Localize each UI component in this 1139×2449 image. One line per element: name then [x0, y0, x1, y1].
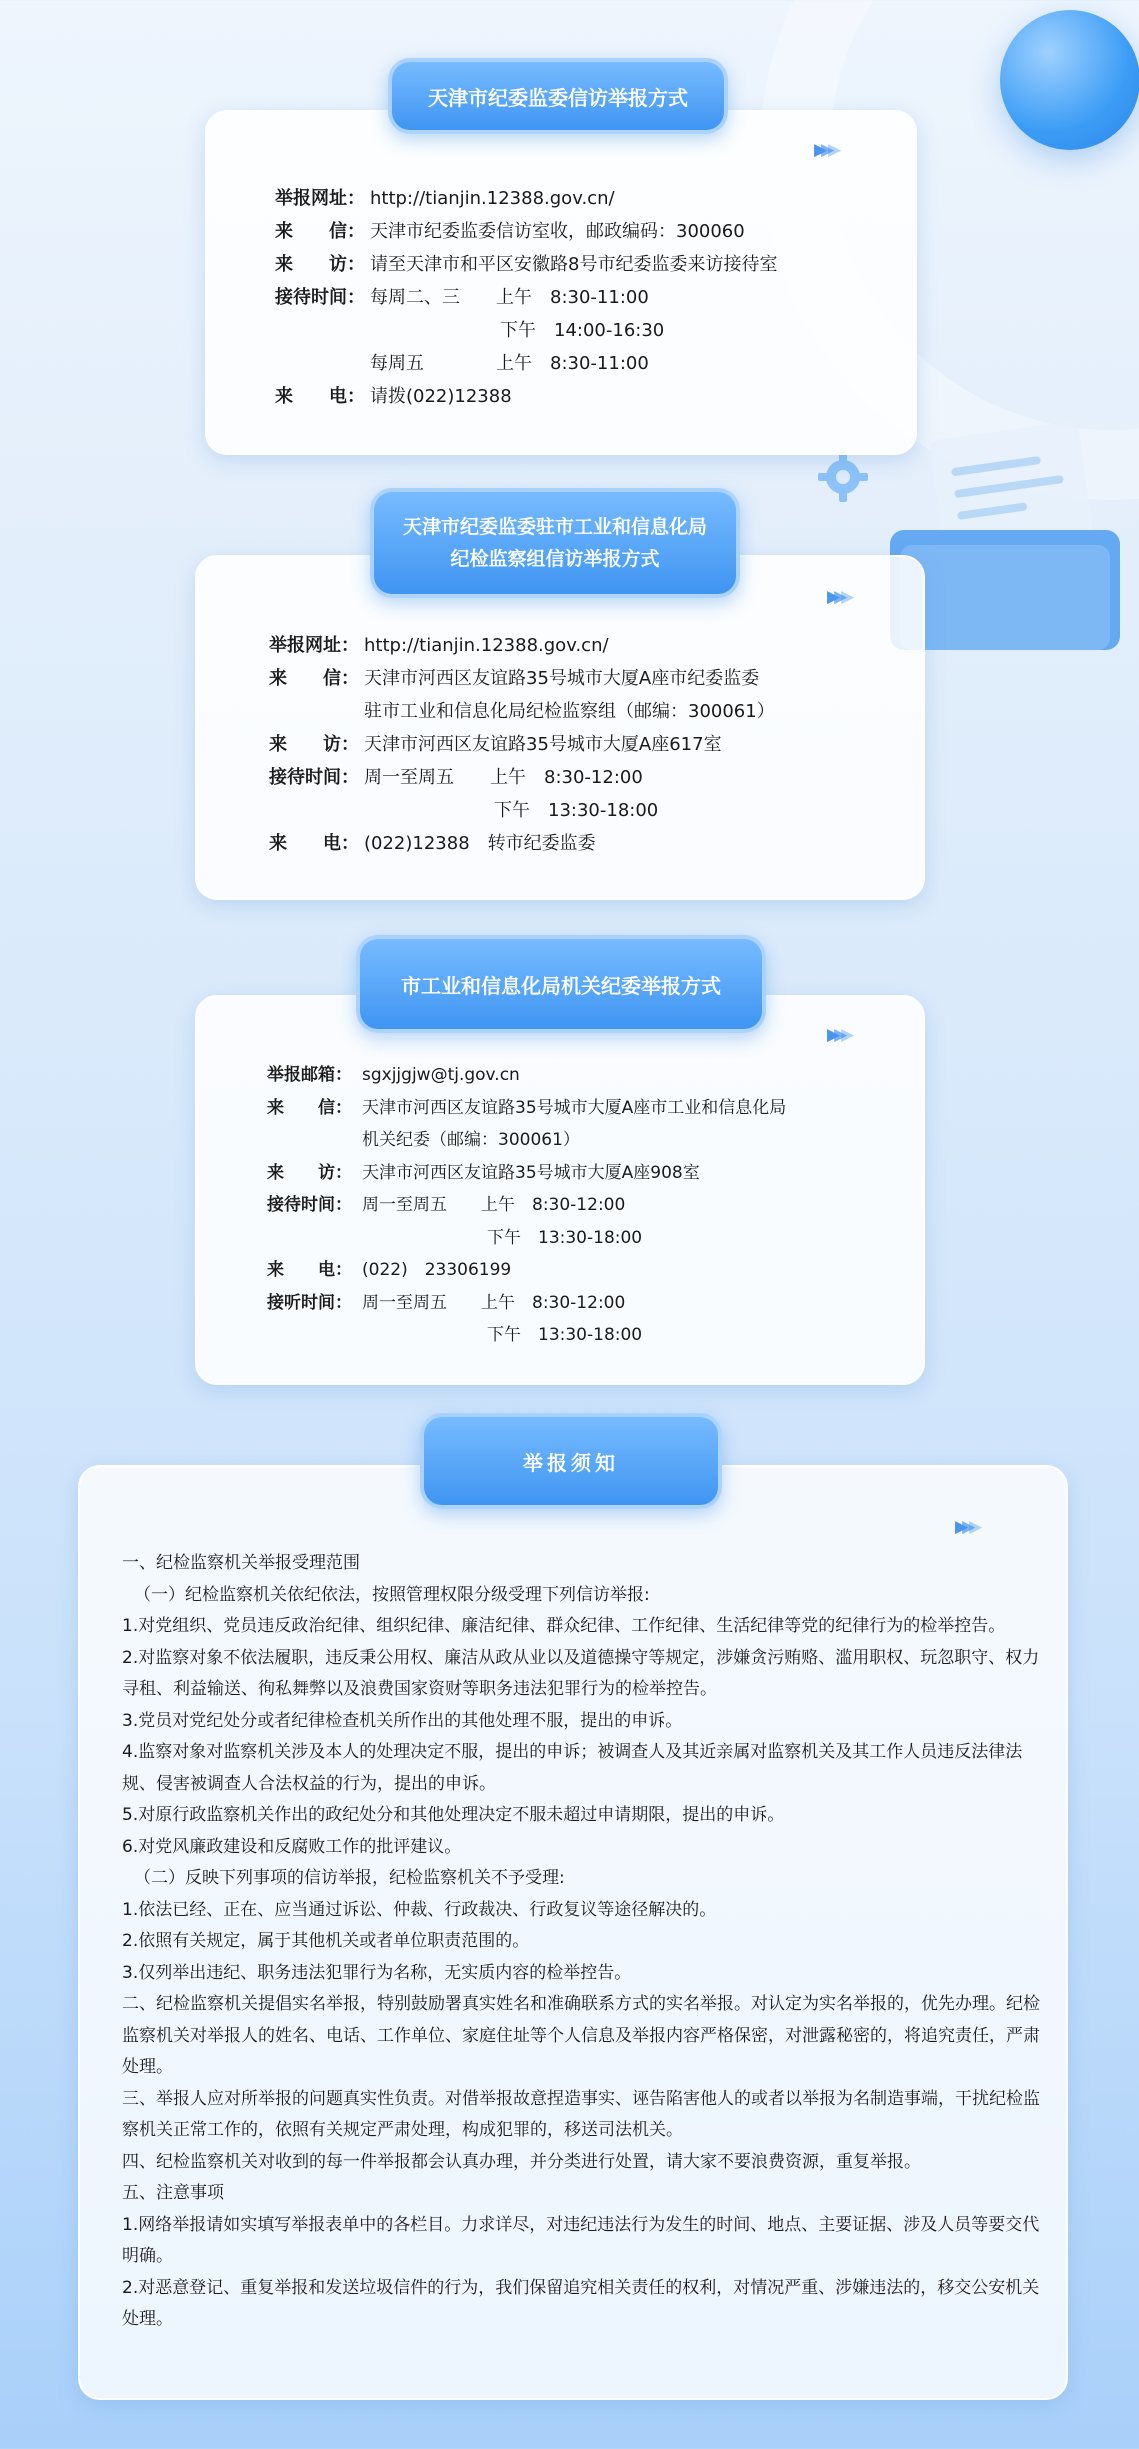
row-label — [267, 1222, 362, 1255]
info-row — [269, 728, 775, 761]
info-row — [275, 182, 777, 215]
gear-icon — [816, 450, 870, 504]
row-label — [269, 695, 364, 728]
info-row — [269, 761, 775, 794]
notice-paragraph: 五、注意事项 — [122, 2183, 224, 2203]
row-label: 来 信： — [267, 1097, 352, 1118]
row-label — [275, 314, 370, 347]
row-value: 下午 14:00-16:30 — [500, 320, 665, 341]
notice-title-text: 举报须知 — [523, 1450, 619, 1475]
notice-paragraph: 2.依照有关规定，属于其他机关或者单位职责范围的。 — [122, 1931, 530, 1951]
info-row — [267, 1059, 786, 1092]
row-value: http://tianjin.12388.gov.cn/ — [370, 188, 615, 209]
arrows-icon: ▶▶▶ — [955, 1517, 977, 1537]
arrows-icon: ▶▶▶ — [814, 140, 836, 160]
notice-paragraph: 6.对党风廉政建设和反腐败工作的批评建议。 — [122, 1836, 462, 1857]
row-label: 举报邮箱： — [267, 1065, 352, 1085]
notice-paragraph: 3.仅列举出违纪、职务违法犯罪行为名称，无实质内容的检举控告。 — [122, 1962, 632, 1983]
row-value: sgxjjgjw@tj.gov.cn — [362, 1065, 520, 1085]
info-row — [269, 827, 775, 860]
row-value: 天津市河西区友谊路35号城市大厦A座617室 — [364, 734, 722, 755]
info-row — [275, 380, 777, 413]
notice-paragraph: 1.对党组织、党员违反政治纪律、组织纪律、廉洁纪律、群众纪律、工作纪律、生活纪律等党的纪律行为的检举控告。 — [122, 1616, 1006, 1636]
notice-paragraph: 三、举报人应对所举报的问题真实性负责。对借举报故意捏造事实、诬告陷害他人的或者以举报为名制造事端，干扰纪检监察机关正常工作的，依照有关规定严肃处理，构成犯罪的，移送司法机关。 — [122, 2088, 1040, 2140]
row-value: 机关纪委（邮编：300061） — [362, 1130, 580, 1150]
notice-paragraph: 1.依法已经、正在、应当通过诉讼、仲裁、行政裁决、行政复议等途径解决的。 — [122, 1899, 717, 1920]
row-value: 驻市工业和信息化局纪检监察组（邮编：300061） — [364, 701, 775, 722]
section3-title — [356, 935, 766, 1033]
section1-info — [275, 182, 777, 413]
row-value: 天津市河西区友谊路35号城市大厦A座908室 — [362, 1162, 700, 1183]
row-value: 天津市河西区友谊路35号城市大厦A座市纪委监委 — [364, 668, 760, 689]
row-value: 下午 13:30-18:00 — [487, 1325, 643, 1345]
notice-paragraph: 3.党员对党纪处分或者纪律检查机关所作出的其他处理不服，提出的申诉。 — [122, 1710, 683, 1731]
row-label — [267, 1124, 362, 1157]
row-label: 来 电： — [267, 1260, 352, 1280]
row-value: 请至天津市和平区安徽路8号市纪委监委来访接待室 — [370, 254, 778, 275]
section3-title-text: 市工业和信息化局机关纪委举报方式 — [401, 973, 721, 998]
info-row — [267, 1092, 786, 1125]
info-row — [275, 248, 777, 281]
info-row — [267, 1222, 786, 1255]
info-row — [275, 215, 777, 248]
row-value: 每周二、三 上午 8:30-11:00 — [370, 287, 649, 308]
row-label: 来 电： — [269, 833, 359, 854]
arrows-icon: ▶▶▶ — [827, 587, 849, 607]
notice-paragraph: 1.网络举报请如实填写举报表单中的各栏目。力求详尽，对违纪违法行为发生的时间、地点、主要证据、涉及人员等要交代明确。 — [122, 2214, 1040, 2266]
section2-title — [370, 488, 740, 598]
row-label — [269, 794, 364, 827]
info-row — [269, 662, 775, 695]
row-value: 每周五 上午 8:30-11:00 — [370, 353, 649, 374]
row-value: 周一至周五 上午 8:30-12:00 — [362, 1292, 626, 1313]
info-row — [267, 1124, 786, 1157]
section1-title — [388, 58, 728, 134]
notice-body — [122, 1548, 1052, 2336]
info-row — [269, 629, 775, 662]
info-row — [267, 1254, 786, 1287]
row-value: 下午 13:30-18:00 — [487, 1227, 643, 1248]
section2-info — [269, 629, 775, 860]
row-label: 来 信： — [269, 668, 359, 689]
notice-paragraph: （二）反映下列事项的信访举报，纪检监察机关不予受理: — [134, 1868, 565, 1888]
row-value: 天津市河西区友谊路35号城市大厦A座市工业和信息化局 — [362, 1097, 787, 1118]
row-label: 来 访： — [269, 734, 359, 755]
section2-title-line1: 天津市纪委监委驻市工业和信息化局 — [402, 516, 707, 538]
info-row — [275, 314, 777, 347]
row-label: 接听时间： — [267, 1292, 352, 1313]
section1-card — [205, 110, 917, 455]
info-row — [275, 281, 777, 314]
section3-info — [267, 1059, 786, 1352]
row-label — [275, 347, 370, 380]
row-value: http://tianjin.12388.gov.cn/ — [364, 635, 609, 656]
row-label: 举报网址： — [275, 188, 365, 209]
row-label: 来 信： — [275, 221, 365, 242]
info-row — [267, 1287, 786, 1320]
info-row — [267, 1157, 786, 1190]
blue-sphere-decoration — [1000, 10, 1139, 150]
section2-title-line2: 纪检监察组信访举报方式 — [450, 548, 660, 570]
info-row — [269, 695, 775, 728]
notice-paragraph: 二、纪检监察机关提倡实名举报，特别鼓励署真实姓名和准确联系方式的实名举报。对认定为实名举报的，优先办理。纪检监察机关对举报人的姓名、电话、工作单位、家庭住址等个人信息及举报内容严格保密，对泄露秘密的，将追究责任，严肃处理。 — [122, 1994, 1040, 2077]
notice-paragraph: 2.对监察对象不依法履职，违反秉公用权、廉洁从政从业以及道德操守等规定，涉嫌贪污贿赂、滥用职权、玩忽职守、权力寻租、利益输送、徇私舞弊以及浪费国家资财等职务违法犯罪行为的检举控告。 — [122, 1647, 1040, 1699]
section1-title-text: 天津市纪委监委信访举报方式 — [428, 85, 688, 110]
notice-title — [420, 1413, 722, 1509]
row-label — [267, 1319, 362, 1352]
info-row — [267, 1189, 786, 1222]
row-value: 请拨(022)12388 — [370, 386, 512, 407]
row-value: 周一至周五 上午 8:30-12:00 — [362, 1195, 626, 1215]
notice-paragraph: 四、纪检监察机关对收到的每一件举报都会认真办理，并分类进行处置，请大家不要浪费资源，重复举报。 — [122, 2151, 921, 2172]
info-row — [267, 1319, 786, 1352]
row-label: 来 访： — [267, 1162, 352, 1183]
row-value: 周一至周五 上午 8:30-12:00 — [364, 767, 643, 788]
row-label: 接待时间： — [275, 287, 365, 308]
arrows-icon: ▶▶▶ — [827, 1025, 849, 1045]
row-value: (022) 23306199 — [362, 1260, 512, 1280]
info-row — [269, 794, 775, 827]
notice-paragraph: 5.对原行政监察机关作出的政纪处分和其他处理决定不服未超过申请期限，提出的申诉。 — [122, 1805, 785, 1825]
section3-card — [195, 995, 925, 1385]
notice-paragraph: 一、纪检监察机关举报受理范围 — [122, 1553, 360, 1573]
section2-card — [195, 555, 925, 900]
notice-paragraph: （一）纪检监察机关依纪依法，按照管理权限分级受理下列信访举报: — [134, 1584, 650, 1605]
notice-paragraph: 4.监察对象对监察机关涉及本人的处理决定不服，提出的申诉；被调查人及其近亲属对监察机关及其工作人员违反法律法规、侵害被调查人合法权益的行为，提出的申诉。 — [122, 1742, 1023, 1794]
info-row — [275, 347, 777, 380]
notice-paragraph: 2.对恶意登记、重复举报和发送垃圾信件的行为，我们保留追究相关责任的权利，对情况严重、涉嫌违法的，移交公安机关处理。 — [122, 2277, 1040, 2329]
row-label: 来 访： — [275, 254, 365, 275]
row-label: 举报网址： — [269, 635, 359, 656]
row-value: (022)12388 转市纪委监委 — [364, 833, 596, 854]
row-label: 接待时间： — [267, 1195, 352, 1215]
row-label: 接待时间： — [269, 767, 359, 788]
row-value: 天津市纪委监委信访室收，邮政编码：300060 — [370, 221, 745, 242]
row-label: 来 电： — [275, 386, 365, 407]
row-value: 下午 13:30-18:00 — [494, 800, 659, 821]
